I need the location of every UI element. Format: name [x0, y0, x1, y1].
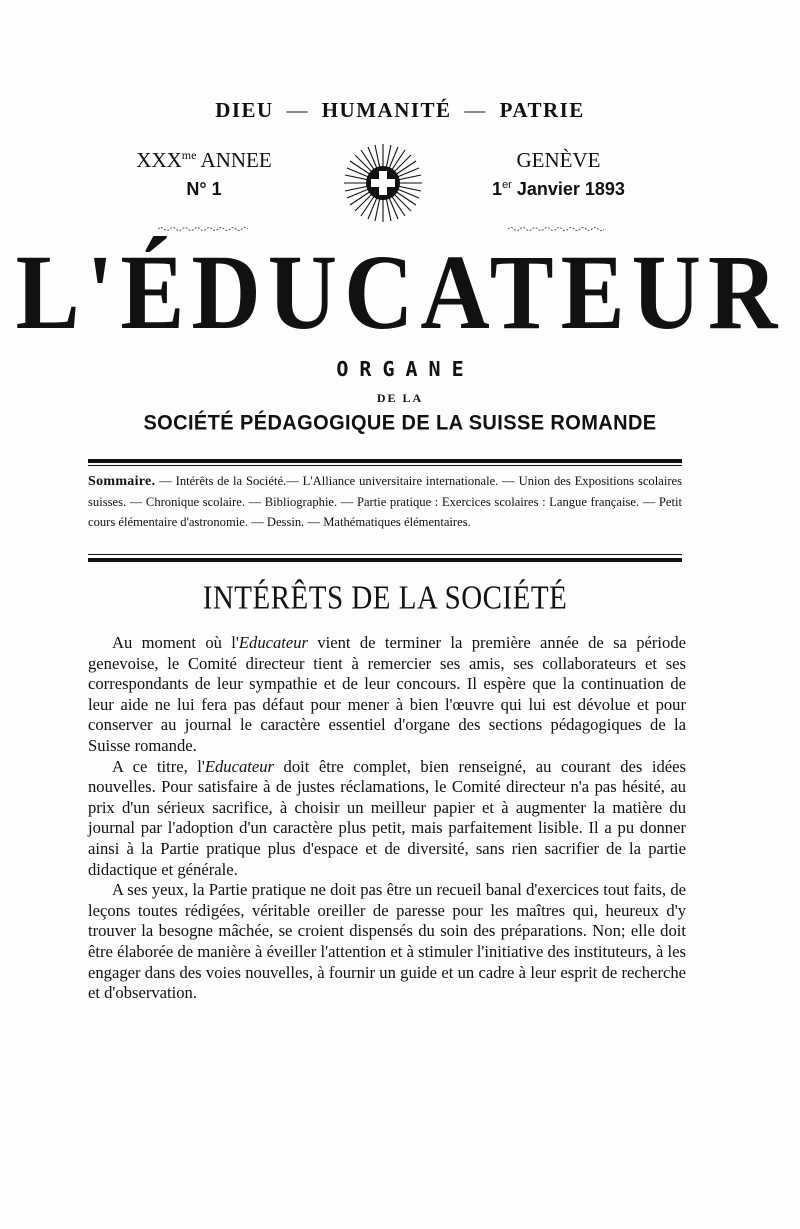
swiss-cross-emblem-icon	[342, 142, 424, 224]
year-number: $XXX^{me}$ ANNEE	[136, 148, 272, 172]
divider-rule	[88, 554, 682, 555]
motto-word-dieu: DIEU	[215, 98, 274, 122]
subtitle-organe: ORGANE	[336, 357, 475, 381]
newspaper-title: L'ÉDUCATEUR	[15, 231, 785, 352]
subtitle-de-la: DE LA	[376, 391, 424, 405]
city-name: GENÈVE	[516, 148, 601, 172]
motto-word-patrie: PATRIE	[499, 98, 585, 122]
summary-text: — Intérêts de la Société.— L'Alliance universitaire internationale. — Union des Expositions scolaires suisses. — Chronique scolaire. — Bibliographie. — Partie pratique : Exercices scolaires : Langue française. — Petit cours élémentaire d'astronomie. — Dessin. — Mathématiques élémentaires.	[88, 474, 682, 530]
article-paragraph: A ses yeux, la Partie pratique ne doit pas être un recueil banal d'exercices tout faits, de leçons toutes rédigées, véritable oreiller de paresse pour les maîtres qui, heureux d'y trouver la besogne mâchée, se croient dispensés du soin des préparations. Non; elle doit être élaborée de manière à éveiller l'attention et à stimuler l'initiative des instituteurs, à les engager dans des voies nouvelles, à fournir un guide et un cadre à leur esprit de recherche et d'observation.	[88, 880, 686, 1003]
article-body	[88, 633, 686, 1004]
motto-word-humanite: HUMANITÉ	[321, 98, 452, 122]
summary-label: Sommaire.	[88, 474, 156, 489]
motto-separator: —	[286, 98, 309, 122]
issue-date: 1er Janvier 1893	[492, 179, 625, 199]
article-paragraph: Au moment où l'Educateur vient de terminer la première année de sa période genevoise, le Comité directeur tient à remercier ses amis, ses collaborateurs et ses correspondants de leur sympathie et de leur concours. Il espère que la continuation de leur aide ne lui fera pas défaut pour mener à bien l'œuvre qui lui est dévolue et pour conserver au journal le caractère essentiel d'organe des sections pédagogiques de la Suisse romande.	[88, 633, 686, 755]
volume-info	[124, 148, 284, 200]
divider-rule	[88, 558, 682, 562]
society-name: SOCIÉTÉ PÉDAGOGIQUE DE LA SUISSE ROMANDE	[143, 411, 657, 435]
summary-block	[88, 471, 682, 533]
article-paragraph: A ce titre, l'Educateur doit être complet, bien renseigné, au courant des idées nouvelles. Pour satisfaire à de justes réclamations, le Comité directeur n'a pas hésité, au prix d'un sérieux sacrifice, à choisir un meilleur papier et à augmenter la matière du journal par l'adoption d'un caractère plus petit, mais parfaitement lisible. Il a pu donner ainsi à la Partie pratique plus d'espace et de diversité, sans rien sacrifier de la partie didactique et générale.	[88, 756, 686, 879]
masthead-motto	[0, 98, 800, 123]
divider-rule	[88, 465, 682, 466]
article-heading: INTÉRÊTS DE LA SOCIÉTÉ	[202, 579, 568, 617]
motto-separator: —	[464, 98, 487, 122]
divider-rule	[88, 459, 682, 463]
issue-number: N° 1	[186, 179, 222, 199]
place-date-info	[476, 148, 641, 200]
